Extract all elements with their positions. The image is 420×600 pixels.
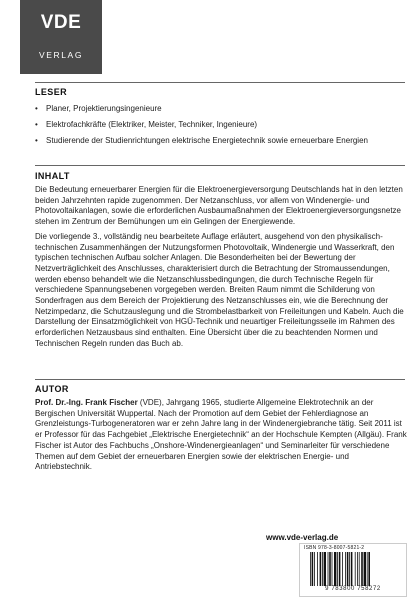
heading-autor: AUTOR bbox=[35, 384, 69, 394]
inhalt-paragraph-2: Die vorliegende 3., vollständig neu bearbeitete Auflage erläutert, ausgehend von den physikalisch-technischen Zusammenhängen der Nutzungsformen Photovoltaik, Windenergie und Wasserkraft, den typischen technischen Aufbau solcher Anlagen. Die Besonderheiten bei der Bewertung der Netzverträglichkeit des Anschlusses, charakterisiert durch die Betrachtung der Stromaussendungen, werden ebenso behandelt wie die Netzanschlussbedingungen, die durch Technische Regeln für verschiedene Spannungsebenen vorgegeben werden. Breiten Raum nimmt die Schilderung von Sonderfragen aus dem Bereich der Projektierung des Netzanschlusses ein, wie die Berechnung der Netzimpedanz, die Schutzauslegung und die Strombelastbarkeit von Freileitungen und Kabeln. Auch die Darstellung der Einsatzmöglichkeit von HGÜ-Technik und neuartiger Freileitungsseile im Rahmen des erforderlichen Netzausbaus sind enthalten. Eine Übersicht über die zu beachtenden Normen und Technischen Regeln runden das Buch ab. bbox=[35, 231, 404, 348]
inhalt-paragraph-1: Die Bedeutung erneuerbarer Energien für die Elektroenergieversorgung Deutschlands hat in den letzten beiden Jahrzehnten rapide zugenommen. Der Netzanschluss, vor allem von Windenergie- und Photovoltaikanlagen, sowie die erforderlichen Ausbaumaßnahmen der Elektroenergieversorgungsnetze stehen im Zentrum der Bemühungen um ein Gelingen der Energiewende. bbox=[35, 185, 403, 227]
divider-inhalt bbox=[35, 165, 405, 166]
barcode-bar bbox=[312, 552, 314, 586]
section-inhalt bbox=[35, 171, 407, 350]
reader-list bbox=[35, 103, 407, 146]
barcode-bar bbox=[361, 552, 363, 586]
isbn-text: ISBN 978-3-8007-5821-2 bbox=[304, 545, 365, 551]
barcode-bar bbox=[322, 552, 323, 586]
barcode-bar bbox=[310, 552, 311, 586]
barcode-bar bbox=[359, 552, 360, 586]
barcode-bar bbox=[367, 552, 368, 586]
reader-item: • Studierende der Studienrichtungen elektrische Energietechnik sowie erneuerbare Energien bbox=[35, 135, 407, 146]
barcode-bar bbox=[357, 552, 358, 586]
section-leser bbox=[35, 87, 407, 151]
barcode-bar bbox=[328, 552, 329, 586]
divider-leser bbox=[35, 82, 405, 83]
vde-verlag-logo bbox=[20, 0, 102, 74]
barcode-bar bbox=[334, 552, 336, 586]
barcode-bar bbox=[347, 552, 349, 586]
barcode-bar bbox=[364, 552, 366, 586]
heading-leser: LESER bbox=[35, 87, 68, 97]
barcode-bar bbox=[349, 552, 350, 586]
barcode-bar bbox=[329, 552, 331, 586]
logo-mark: VDE bbox=[40, 12, 82, 33]
reader-item: • Elektrofachkräfte (Elektriker, Meister, Techniker, Ingenieure) bbox=[35, 119, 407, 130]
logo-verlag: VERLAG bbox=[38, 50, 84, 60]
barcode-bar bbox=[317, 552, 318, 586]
isbn-barcode bbox=[299, 543, 407, 597]
barcode-bar bbox=[342, 552, 343, 586]
barcode-bar bbox=[314, 552, 315, 586]
barcode-bar bbox=[324, 552, 326, 586]
heading-inhalt: INHALT bbox=[35, 171, 70, 181]
barcode-bar bbox=[332, 552, 333, 586]
divider-autor bbox=[35, 379, 405, 380]
author-bio bbox=[35, 398, 407, 473]
barcode-bar bbox=[345, 552, 346, 586]
author-bio-text: (VDE), Jahrgang 1965, studierte Allgemeine Elektrotechnik an der Bergischen Universität Wuppertal. Nach der Promotion auf dem Gebiet der Fehlerdiagnose an Grenzleistungs-Turbogeneratoren war er zehn Jahre lang in der Windenergiebranche tätig. Seit 2011 ist er Professor für das Fachgebiet „Elektrische Energietechnik“ an der Hochschule Kempten (Allgäu). Frank Fischer ist Autor des Fachbuchs „Onshore-Windenergieanlagen“ und Seminarleiter für verschiedene Themen auf dem Gebiet der erneuerbaren Energien sowie der elektrischen Energie- und Antriebstechnik. bbox=[35, 398, 407, 472]
barcode-bar bbox=[355, 552, 356, 586]
barcode-bar bbox=[339, 552, 341, 586]
section-autor bbox=[35, 384, 407, 473]
barcode-bar bbox=[320, 552, 322, 586]
barcode-number: 9 783800 758272 bbox=[325, 586, 381, 592]
author-name: Prof. Dr.-Ing. Frank Fischer bbox=[35, 398, 138, 407]
barcode-bars bbox=[310, 552, 396, 586]
barcode-bar bbox=[368, 552, 370, 586]
barcode-bar bbox=[337, 552, 338, 586]
reader-item: • Planer, Projektierungsingenieure bbox=[35, 103, 407, 114]
publisher-url[interactable]: www.vde-verlag.de bbox=[266, 533, 339, 542]
barcode-bar bbox=[351, 552, 353, 586]
